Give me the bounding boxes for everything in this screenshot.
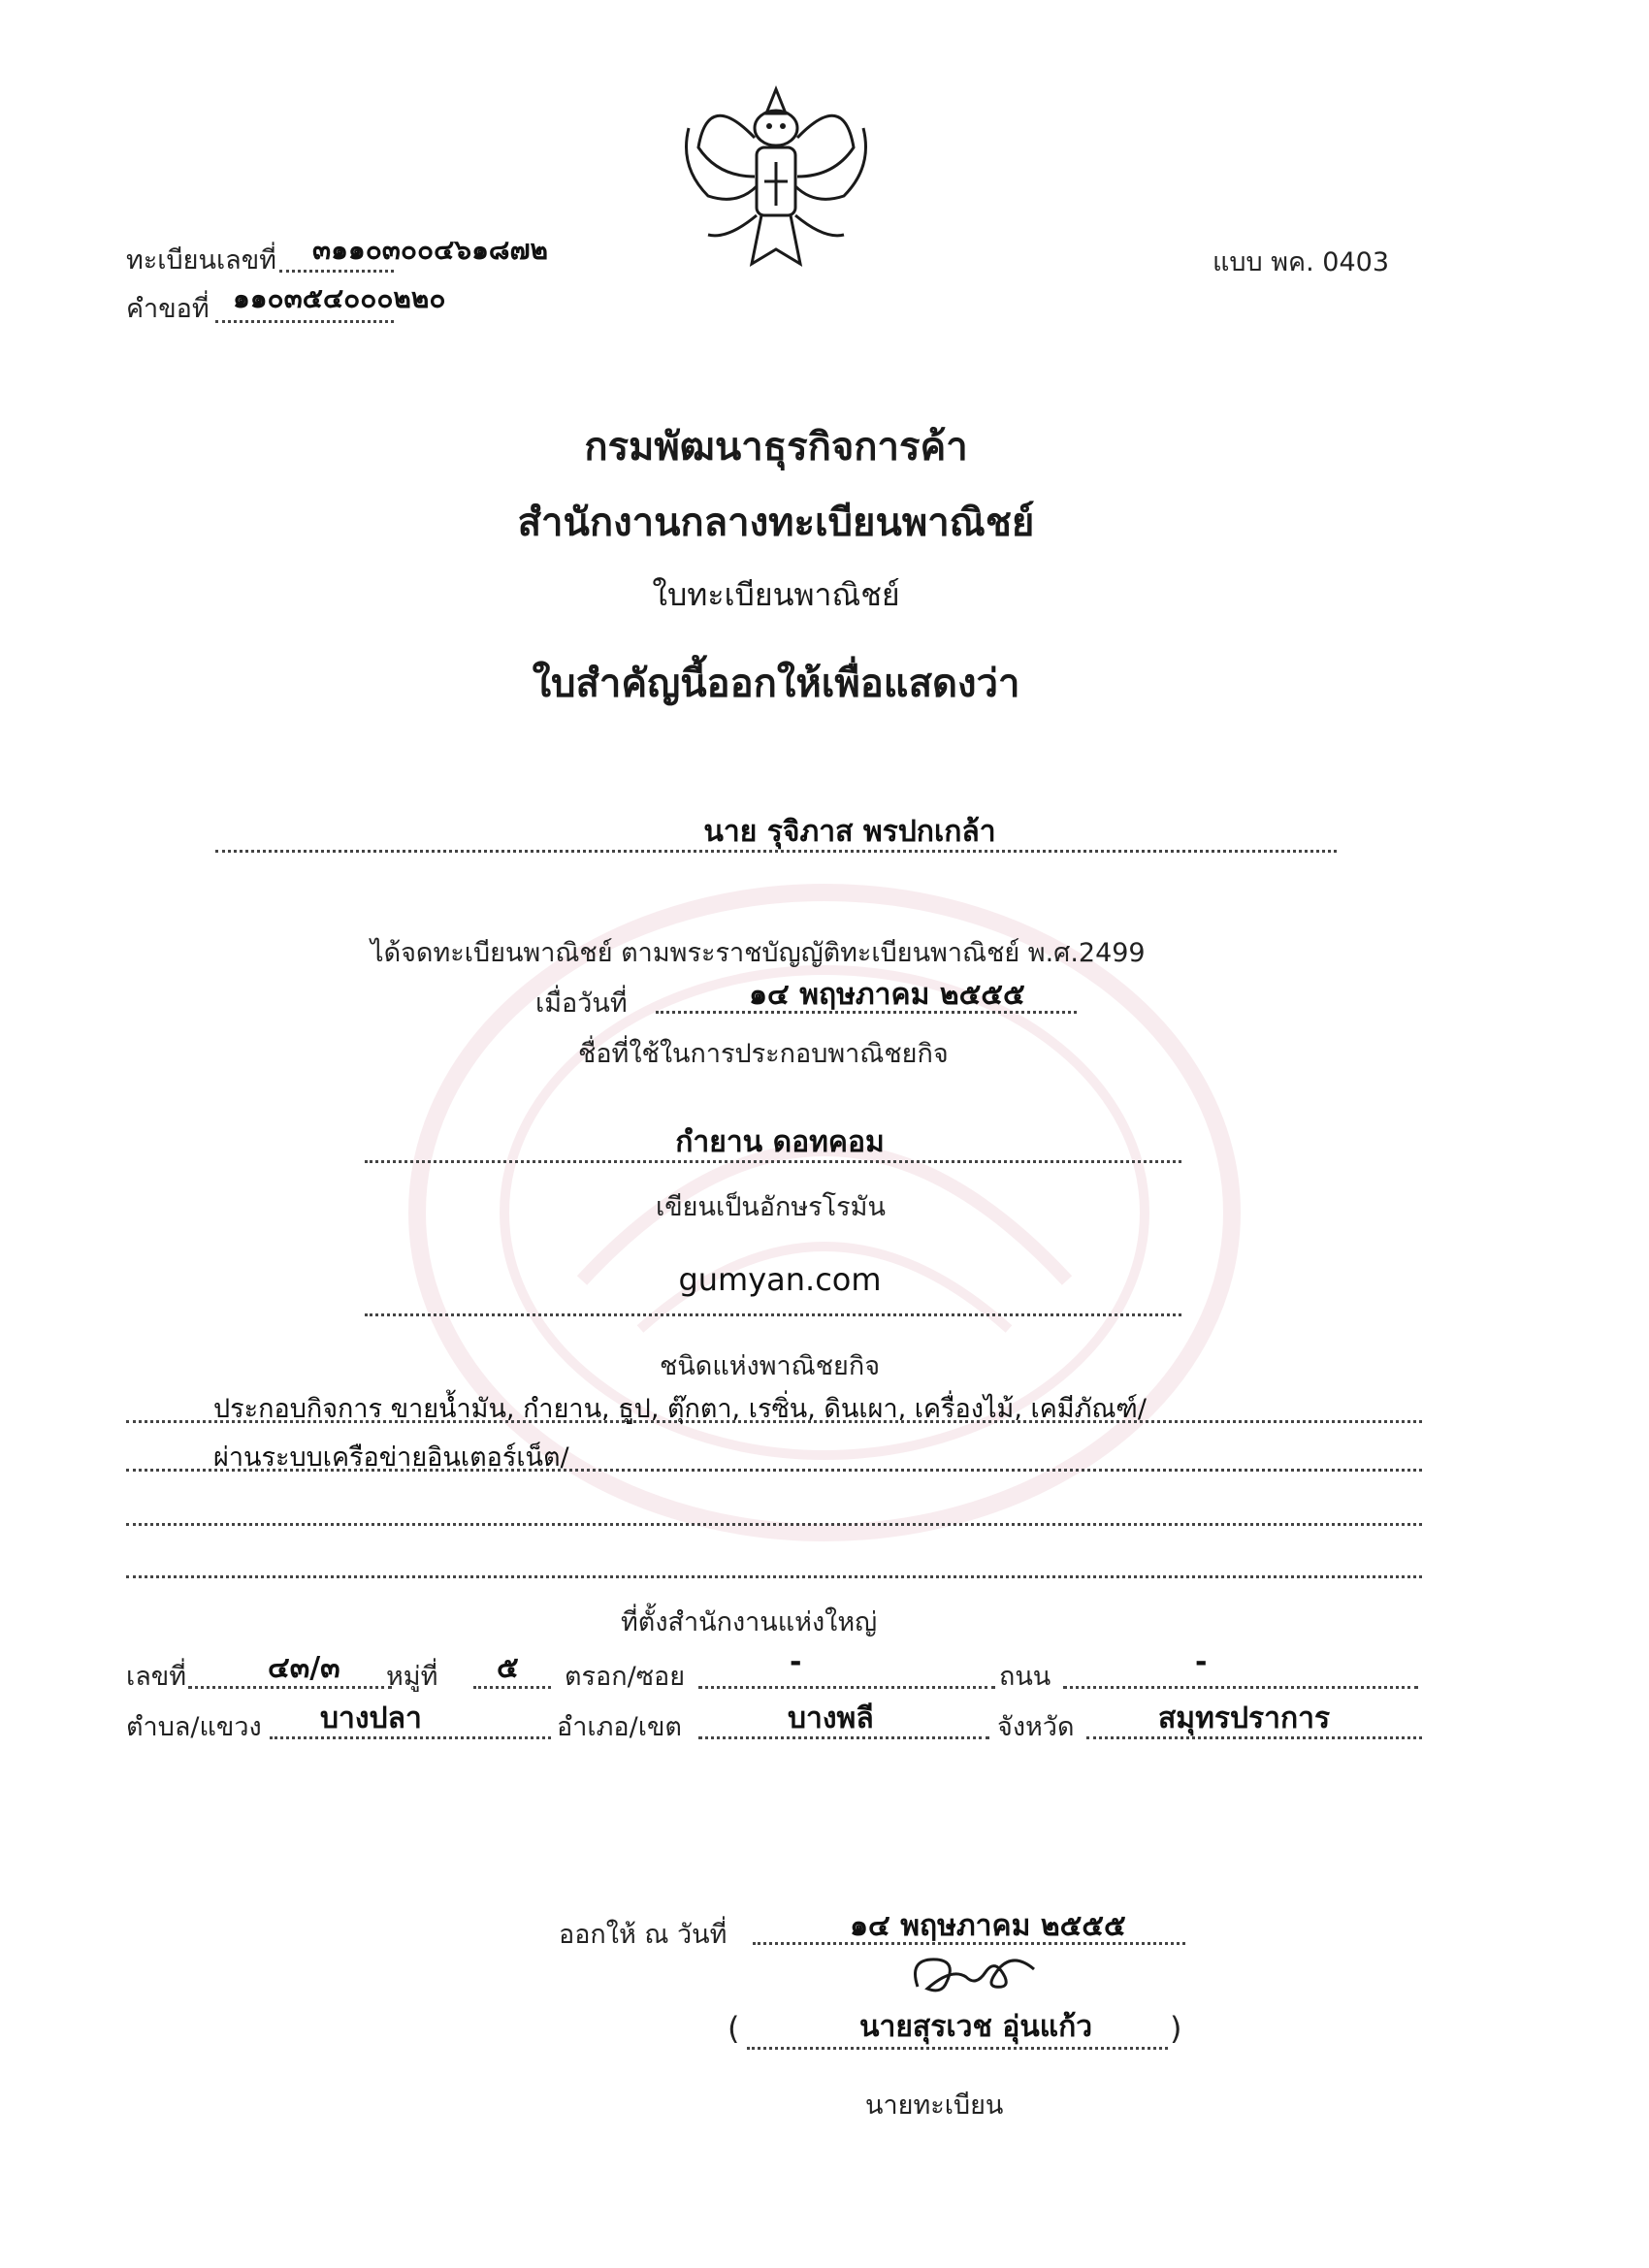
road-dots	[1063, 1686, 1418, 1689]
business-line-2: ผ่านระบบเครือข่ายอินเตอร์เน็ต/	[213, 1442, 569, 1473]
statement-title: ใบสำคัญนี้ออกให้เพื่อแสดงว่า	[532, 662, 1020, 706]
form-code: แบบ พค. 0403	[1212, 247, 1389, 277]
paren-close: )	[1170, 2010, 1182, 2047]
soi-value: -	[790, 1645, 802, 1679]
trade-name-thai: กำยาน ดอทคอม	[675, 1125, 885, 1159]
subdistrict-value: บางปลา	[320, 1701, 422, 1735]
business-line-4-dots	[126, 1575, 1422, 1578]
moo-value: ๕	[497, 1651, 519, 1685]
business-type-label: ชนิดแห่งพาณิชยกิจ	[660, 1351, 881, 1381]
soi-label: ตรอก/ซอย	[565, 1662, 686, 1692]
registrar-name: นายสุรเวช อุ่นแก้ว	[859, 2010, 1093, 2044]
district-label: อำเภอ/เขต	[557, 1712, 682, 1742]
act-text: ได้จดทะเบียนพาณิชย์ ตามพระราชบัญญัติทะเบียนพาณิชย์ พ.ศ.2499	[371, 938, 1146, 968]
owner-name: นาย รุจิภาส พรปกเกล้า	[703, 815, 996, 849]
paren-open: (	[728, 2010, 740, 2047]
reg-date-value: ๑๔ พฤษภาคม ๒๕๕๕	[749, 978, 1025, 1012]
issued-date: ๑๔ พฤษภาคม ๒๕๕๕	[850, 1909, 1126, 1943]
reg-no-value: ๓๑๑๐๓๐๐๔๖๑๘๗๒	[312, 234, 548, 266]
request-no-label: คำขอที่	[126, 294, 210, 324]
soi-dots	[698, 1686, 995, 1689]
department-title: กรมพัฒนาธุรกิจการค้า	[584, 425, 968, 470]
road-value: -	[1195, 1645, 1208, 1679]
roman-label: เขียนเป็นอักษรโรมัน	[656, 1192, 886, 1222]
request-no-dots	[215, 320, 394, 323]
reg-no-label: ทะเบียนเลขที่	[126, 245, 276, 275]
house-no-label: เลขที่	[126, 1662, 187, 1692]
business-line-3-dots	[126, 1523, 1422, 1526]
garuda-emblem-icon	[669, 70, 883, 283]
document-title: ใบทะเบียนพาณิชย์	[652, 576, 900, 613]
registrar-title: นายทะเบียน	[865, 2090, 1004, 2121]
road-label: ถนน	[999, 1662, 1051, 1692]
address-section-label: ที่ตั้งสำนักงานแห่งใหญ่	[621, 1607, 878, 1637]
district-value: บางพลี	[788, 1701, 874, 1735]
business-line-1: ประกอบกิจการ ขายน้ำมัน, กำยาน, ธูป, ตุ๊กตา, เรซิ่น, ดินเผา, เครื่องไม้, เคมีภัณฑ์/	[213, 1394, 1147, 1424]
issued-label: ออกให้ ณ วันที่	[559, 1920, 728, 1950]
office-title: สำนักงานกลางทะเบียนพาณิชย์	[517, 501, 1035, 545]
trade-name-label: ชื่อที่ใช้ในการประกอบพาณิชยกิจ	[578, 1039, 949, 1069]
subdistrict-label: ตำบล/แขวง	[126, 1712, 262, 1742]
house-no-value: ๔๓/๓	[268, 1651, 340, 1685]
trade-name-roman: gumyan.com	[678, 1261, 882, 1298]
province-value: สมุทรปราการ	[1158, 1701, 1331, 1735]
reg-date-label: เมื่อวันที่	[535, 988, 628, 1019]
moo-label: หมู่ที่	[386, 1662, 438, 1692]
trade-name-roman-dots	[365, 1313, 1181, 1316]
signature-icon	[898, 1948, 1053, 2006]
province-label: จังหวัด	[997, 1712, 1075, 1742]
request-no-value: ๑๑๐๓๕๔๐๐๐๒๒๐	[233, 282, 446, 314]
